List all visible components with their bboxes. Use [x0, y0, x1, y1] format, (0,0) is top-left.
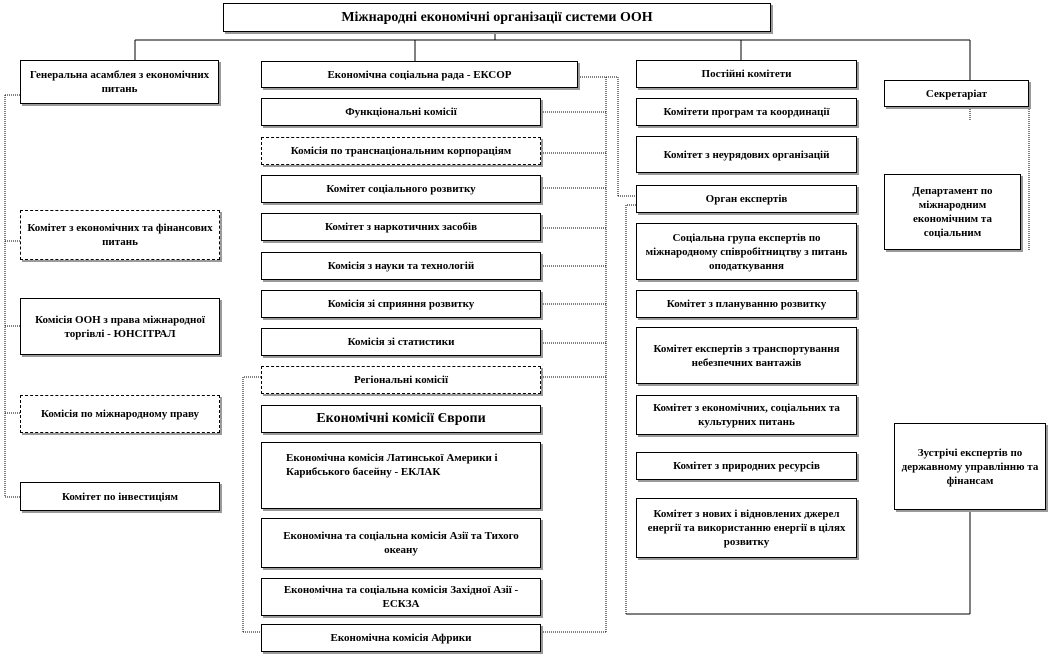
experts-item-economic-social-cultural: Комітет з економічних, соціальних та культурних питань	[636, 395, 857, 435]
secretariat-item-department: Департамент по міжнародним економічним та соціальним	[884, 174, 1021, 250]
general-assembly-header: Генеральна асамблея з економічних питань	[20, 60, 219, 104]
experts-item-natural-resources: Комітет з природних ресурсів	[636, 452, 857, 480]
secretariat-item-expert-meetings: Зустрічі експертів по державному управлінню та фінансам	[894, 423, 1046, 510]
regional-escwa: Економічна та соціальна комісія Західної Азії - ЕСКЗА	[261, 578, 541, 616]
ecosoc-item-regional: Регіональні комісії	[261, 366, 541, 394]
standing-header: Постійні комітети	[636, 60, 857, 88]
experts-item-energy: Комітет з нових і відновлених джерел енергії та використанню енергії в цілях розвитку	[636, 498, 857, 558]
standing-item-programme: Комітети програм та координації	[636, 98, 857, 126]
ecosoc-item-functional: Функціональні комісії	[261, 98, 541, 126]
ecosoc-item-tnc: Комісія по транснаціональним корпораціям	[261, 137, 541, 165]
standing-item-ngo: Комітет з неурядових організацій	[636, 136, 857, 173]
ecosoc-item-development: Комісія зі сприяння розвитку	[261, 290, 541, 318]
ecosoc-item-narcotics: Комітет з наркотичних засобів	[261, 213, 541, 241]
experts-item-planning: Комітет з плануванню розвитку	[636, 290, 857, 318]
ga-item-uncitral: Комісія ООН з права міжнародної торгівлі - ЮНСІТРАЛ	[20, 298, 220, 355]
regional-escap: Економічна та соціальна комісія Азії та Тихого океану	[261, 518, 541, 568]
ecosoc-item-statistics: Комісія зі статистики	[261, 328, 541, 356]
regional-eca: Економічна комісія Африки	[261, 624, 541, 652]
ecosoc-item-science: Комісія з науки та технологій	[261, 252, 541, 280]
regional-eclac: Економічна комісія Латинської Америки і Карибського басейну - ЕКЛАК	[261, 442, 541, 509]
experts-item-tax: Соціальна група експертів по міжнародному співробітництву з питань оподаткування	[636, 223, 857, 280]
ecosoc-item-social-development: Комітет соціального розвитку	[261, 175, 541, 203]
secretariat-header: Секретаріат	[884, 80, 1029, 107]
ga-item-international-law: Комісія по міжнародному праву	[20, 395, 220, 433]
ga-item-investment: Комітет по інвестиціям	[20, 482, 220, 511]
experts-item-dangerous-goods: Комітет експертів з транспортування небезпечних вантажів	[636, 327, 857, 384]
ga-item-economic-financial: Комітет з економічних та фінансових питань	[20, 210, 220, 260]
ecosoc-header: Економічна соціальна рада - ЕКСОР	[261, 61, 578, 88]
regional-ece: Економічні комісії Європи	[261, 405, 541, 433]
experts-header: Орган експертів	[636, 185, 857, 213]
diagram-title: Міжнародні економічні організації системи ООН	[223, 3, 771, 32]
